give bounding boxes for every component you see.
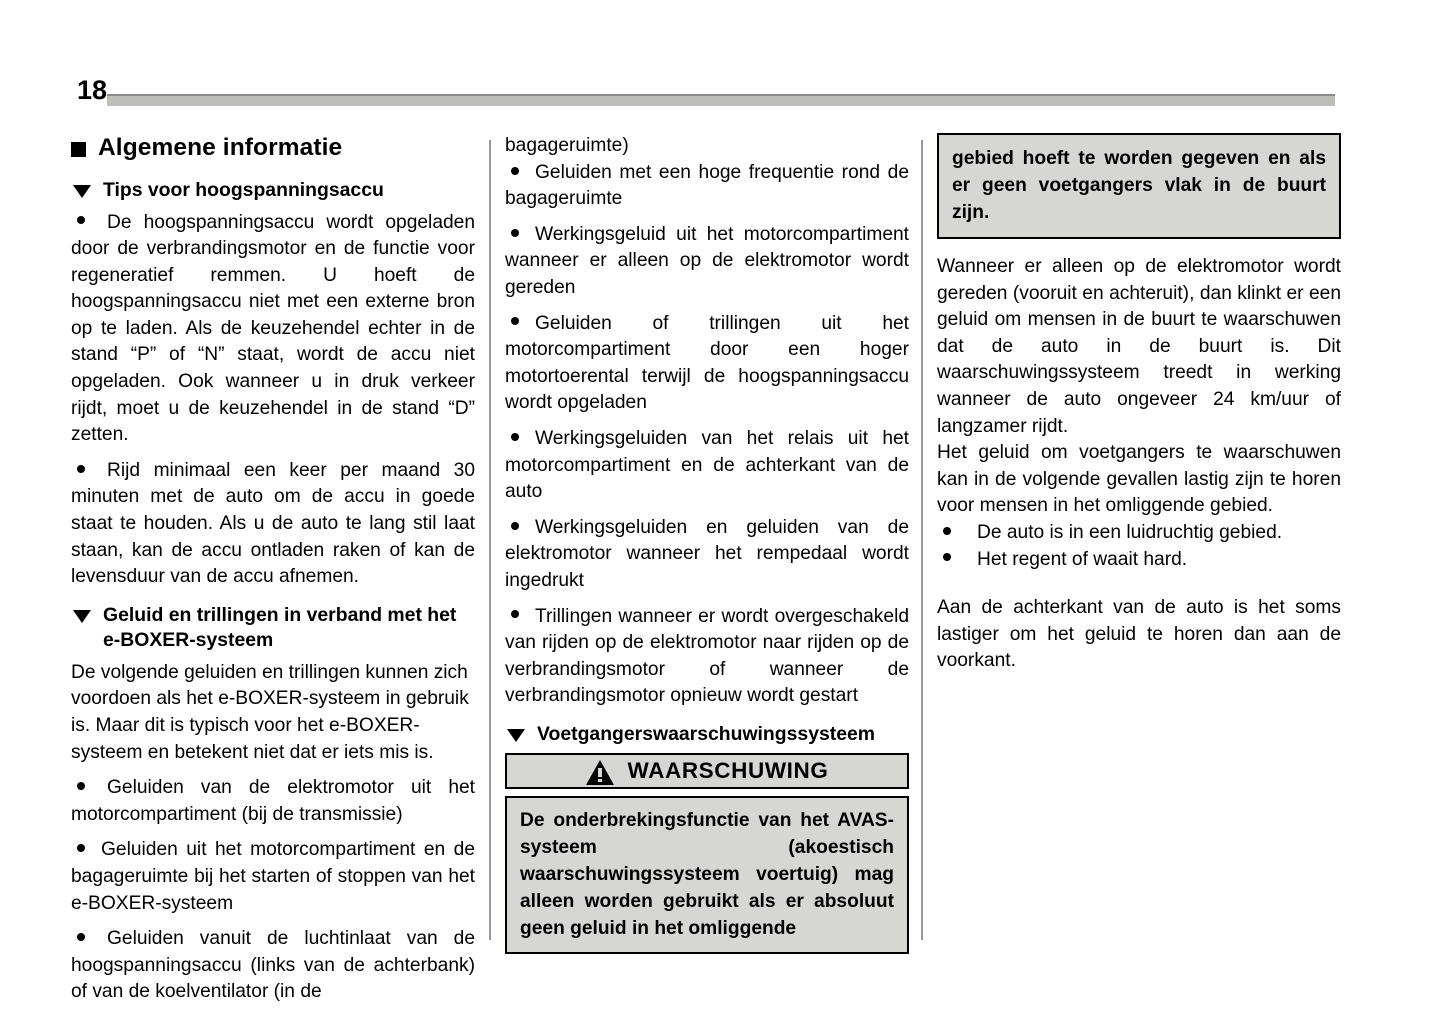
spacer <box>505 506 909 515</box>
bullet-dot-icon <box>511 522 519 530</box>
list-item <box>71 926 475 1006</box>
bullet-dot-icon <box>77 465 85 473</box>
sub-heading-tips-hoogspanningsaccu <box>71 178 475 204</box>
list-item-text: De hoogspanningsaccu wordt opgeladen door de verbrandingsmotor en de functie voor regeneratief remmen. U hoeft de hoogspanningsaccu niet met een externe bron op te laden. Als de keuzehendel echter in de stand “P” of “N” staat, wordt de accu niet opgeladen. Ook wanneer u in druk verkeer rijdt, moet u de keuzehendel in de stand “D” zetten. <box>71 211 475 446</box>
list-item-text: Rijd minimaal een keer per maand 30 minuten met de auto om de accu in goede staat te houden. Als u de auto te lang stil laat staan, kan de accu ontladen raken of kan de levensduur van de accu afnemen. <box>71 459 475 588</box>
spacer <box>71 449 475 458</box>
list-item <box>505 604 909 710</box>
sub-heading-label: Voetgangerswaarschuwingssysteem <box>537 722 876 745</box>
list-item-text: Werkingsgeluiden van het relais uit het motorcompartiment en de achterkant van de auto <box>505 427 909 503</box>
bullet-dot-icon <box>943 553 951 561</box>
spacer <box>71 828 475 837</box>
list-item <box>505 160 909 213</box>
warning-body-continued: gebied hoeft te worden gegeven en als er geen voetgangers vlak in de buurt zijn. <box>937 133 1341 239</box>
spacer <box>505 213 909 222</box>
body-paragraph: Het geluid om voetgangers te waarschuwen kan in de volgende gevallen lastig zijn te horen voor mensen in het omliggende gebied. <box>937 442 1341 517</box>
spacer <box>505 595 909 604</box>
spacer <box>71 766 475 775</box>
list-item-text: Geluiden of trillingen uit het motorcompartiment door een hoger motortoerental terwijl de hoogspanningsaccu wordt opgeladen <box>505 312 909 414</box>
list-item-text: Trillingen wanneer er wordt overgeschakeld van rijden op de elektromotor naar rijden op de verbrandingsmotor of wanneer de verbrandingsmotor opnieuw wordt gestart <box>505 605 909 707</box>
sub-heading-label: Tips voor hoogspanningsaccu <box>103 179 384 201</box>
triangle-bullet-icon <box>73 610 91 623</box>
bullet-dot-icon <box>77 933 85 941</box>
text-column-3 <box>937 133 1341 675</box>
square-bullet-icon <box>71 142 86 157</box>
bullet-dot-icon <box>511 229 519 237</box>
column-divider-2 <box>921 140 923 940</box>
triangle-bullet-icon <box>73 185 91 198</box>
bullet-dot-icon <box>511 317 519 325</box>
list-item-text: Geluiden uit het motorcompartiment en de bagageruimte bij het starten of stoppen van het e-BOXER-systeem <box>71 839 475 914</box>
bullet-dot-icon <box>511 167 519 175</box>
list-item <box>505 426 909 506</box>
warning-title: WAARSCHUWING <box>627 758 829 784</box>
continued-text: bagageruimte) <box>505 135 629 156</box>
spacer <box>505 302 909 311</box>
sub-heading-voetgangerswaarschuwingssysteem <box>505 722 909 748</box>
section-heading-label: Algemene informatie <box>98 134 343 161</box>
list-item <box>937 547 1341 574</box>
page-header <box>0 74 1445 108</box>
spacer <box>71 917 475 926</box>
body-paragraph: Aan de achterkant van de auto is het soms lastiger om het geluid te horen dan aan de voorkant. <box>937 597 1341 672</box>
bullet-dot-icon <box>77 844 85 852</box>
triangle-bullet-icon <box>507 729 525 742</box>
bullet-dot-icon <box>77 782 85 790</box>
list-item-text: Het regent of waait hard. <box>977 548 1188 570</box>
list-item <box>505 311 909 417</box>
list-item <box>71 837 475 917</box>
page-number: 18 <box>77 75 108 105</box>
text-column-2 <box>505 133 909 954</box>
list-item <box>505 515 909 595</box>
warning-header <box>505 753 909 789</box>
list-item <box>937 520 1341 547</box>
list-item <box>505 222 909 302</box>
bullet-dot-icon <box>511 610 519 618</box>
list-item-text: Werkingsgeluid uit het motorcompartiment wanneer er alleen op de elektromotor wordt gereden <box>505 223 909 298</box>
header-rule <box>107 94 1335 106</box>
list-item-text: De auto is in een luidruchtig gebied. <box>977 521 1283 543</box>
list-item-text: Geluiden vanuit de luchtinlaat van de hoogspanningsaccu (links van de achterbank) of van de koelventilator (in de <box>71 928 475 1003</box>
warning-triangle-icon <box>586 760 614 785</box>
list-item <box>71 775 475 828</box>
text-column-1 <box>71 133 475 1006</box>
list-item <box>71 458 475 591</box>
spacer <box>505 417 909 426</box>
body-paragraph: Wanneer er alleen op de elektromotor wordt gereden (vooruit en achteruit), dan klinkt er een geluid om mensen in de buurt te waarschuwen dat de auto in de buurt is. Dit waarschuwingssysteem treedt in werking wanneer de auto ongeveer 24 km/uur of langzamer rijdt. <box>937 256 1341 437</box>
column-divider-1 <box>489 140 491 940</box>
bullet-dot-icon <box>77 216 85 224</box>
spacer <box>937 239 1341 254</box>
section-heading-algemene-informatie <box>71 133 475 163</box>
list-item <box>71 210 475 449</box>
list-item-text: Werkingsgeluiden en geluiden van de elektromotor wanneer het rempedaal wordt ingedrukt <box>505 516 909 591</box>
list-item-text: Geluiden van de elektromotor uit het motorcompartiment (bij de transmissie) <box>71 777 475 825</box>
sub-heading-geluid-trillingen <box>71 603 475 654</box>
spacer <box>937 573 1341 595</box>
sub-heading-label: Geluid en trillingen in verband met het e-BOXER-systeem <box>103 603 457 652</box>
body-paragraph: De volgende geluiden en trillingen kunnen zich voordoen als het e-BOXER-systeem in gebruik is. Maar dit is typisch voor het e-BOXER-systeem en betekent niet dat er iets mis is. <box>71 661 469 763</box>
list-item-text: Geluiden met een hoge frequentie rond de bagageruimte <box>505 161 909 210</box>
warning-body: De onderbrekingsfunctie van het AVAS-systeem (akoestisch waarschuwingssysteem voertuig) mag alleen worden gebruikt als er absoluut geen geluid in het omliggende <box>505 796 909 954</box>
bullet-dot-icon <box>943 527 951 535</box>
bullet-dot-icon <box>511 433 519 441</box>
